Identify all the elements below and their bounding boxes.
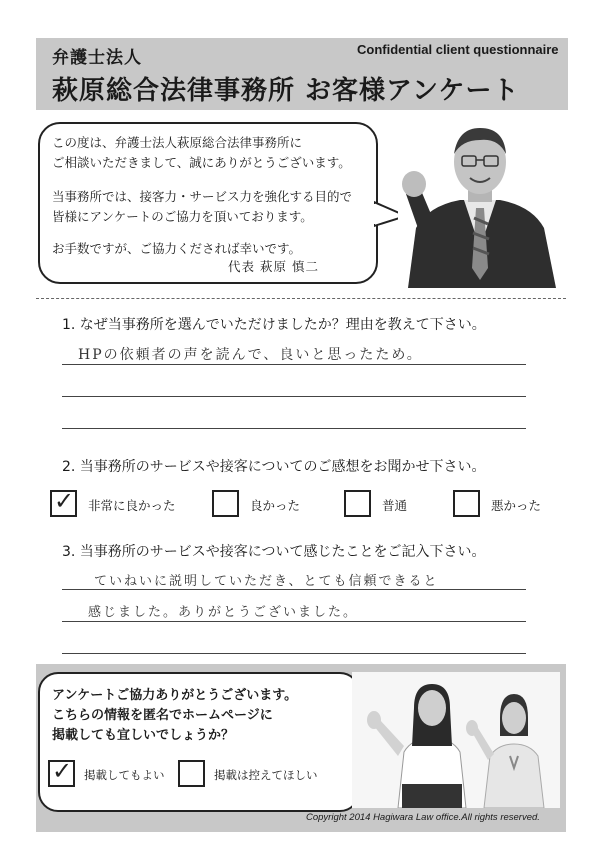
lawyer-photo <box>398 118 562 288</box>
question-2: 2. 当事務所のサービスや接客についてのご感想をお聞かせ下さい。 <box>62 459 486 475</box>
q2-option-label: 悪かった <box>491 498 542 513</box>
q3-answer-text: ていねいに説明していただき、とても信頼できると <box>94 574 439 589</box>
answer-line <box>62 428 526 429</box>
checkmark-icon: ✓ <box>54 487 75 515</box>
intro-line: この度は、弁護士法人萩原総合法律事務所に <box>52 135 303 150</box>
intro-line: お手数ですが、ご協力くだされば幸いです。 <box>52 241 302 256</box>
q2-option-label: 非常に良かった <box>88 498 176 513</box>
page-title: 萩原総合法律事務所 お客様アンケート <box>52 76 520 106</box>
subtitle-en: Confidential client questionnaire <box>357 42 559 57</box>
question-1: 1. なぜ当事務所を選んでいただけましたか？理由を教えて下さい。 <box>62 317 486 333</box>
section-divider <box>36 298 566 299</box>
q2-option-checkbox[interactable] <box>453 490 480 517</box>
footer-line: アンケートご協力ありがとうございます。 <box>52 688 298 703</box>
answer-line <box>62 364 526 365</box>
publish-decline-checkbox[interactable] <box>178 760 205 787</box>
q2-option-checkbox[interactable] <box>50 487 77 517</box>
q2-option-checkbox[interactable] <box>344 490 371 517</box>
q3-answer-text: 感じました。ありがとうございました。 <box>88 605 359 620</box>
answer-line <box>62 589 526 590</box>
answer-line <box>62 396 526 397</box>
q2-option-label: 普通 <box>382 498 408 513</box>
q2-option-label: 良かった <box>250 498 301 513</box>
answer-line <box>62 621 526 622</box>
firm-type: 弁護士法人 <box>52 48 142 68</box>
footer-line: こちらの情報を匿名でホームページに <box>52 708 273 723</box>
q1-answer-text: HPの依頼者の声を読んで、良いと思ったため。 <box>78 347 423 363</box>
intro-line: 皆様にアンケートのご協力を頂いております。 <box>52 209 313 224</box>
intro-line: ご相談いただきまして、誠にありがとうございます。 <box>52 155 351 170</box>
intro-line: 当事務所では、接客力・サービス力を強化する目的で <box>52 189 353 204</box>
staff-photo <box>352 672 560 808</box>
publish-ok-checkbox[interactable] <box>48 757 75 787</box>
copyright-text: Copyright 2014 Hagiwara Law office.All rights reserved. <box>306 812 540 823</box>
intro-signature: 代表 萩原 慎二 <box>228 259 319 274</box>
answer-line <box>62 653 526 654</box>
publish-decline-label: 掲載は控えてほしい <box>214 768 318 782</box>
question-3: 3. 当事務所のサービスや接客について感じたことをご記入下さい。 <box>62 544 486 560</box>
q2-option-checkbox[interactable] <box>212 490 239 517</box>
publish-ok-label: 掲載してもよい <box>84 768 165 782</box>
checkmark-icon: ✓ <box>52 757 73 785</box>
footer-line: 掲載しても宜しいでしょうか？ <box>52 728 235 743</box>
